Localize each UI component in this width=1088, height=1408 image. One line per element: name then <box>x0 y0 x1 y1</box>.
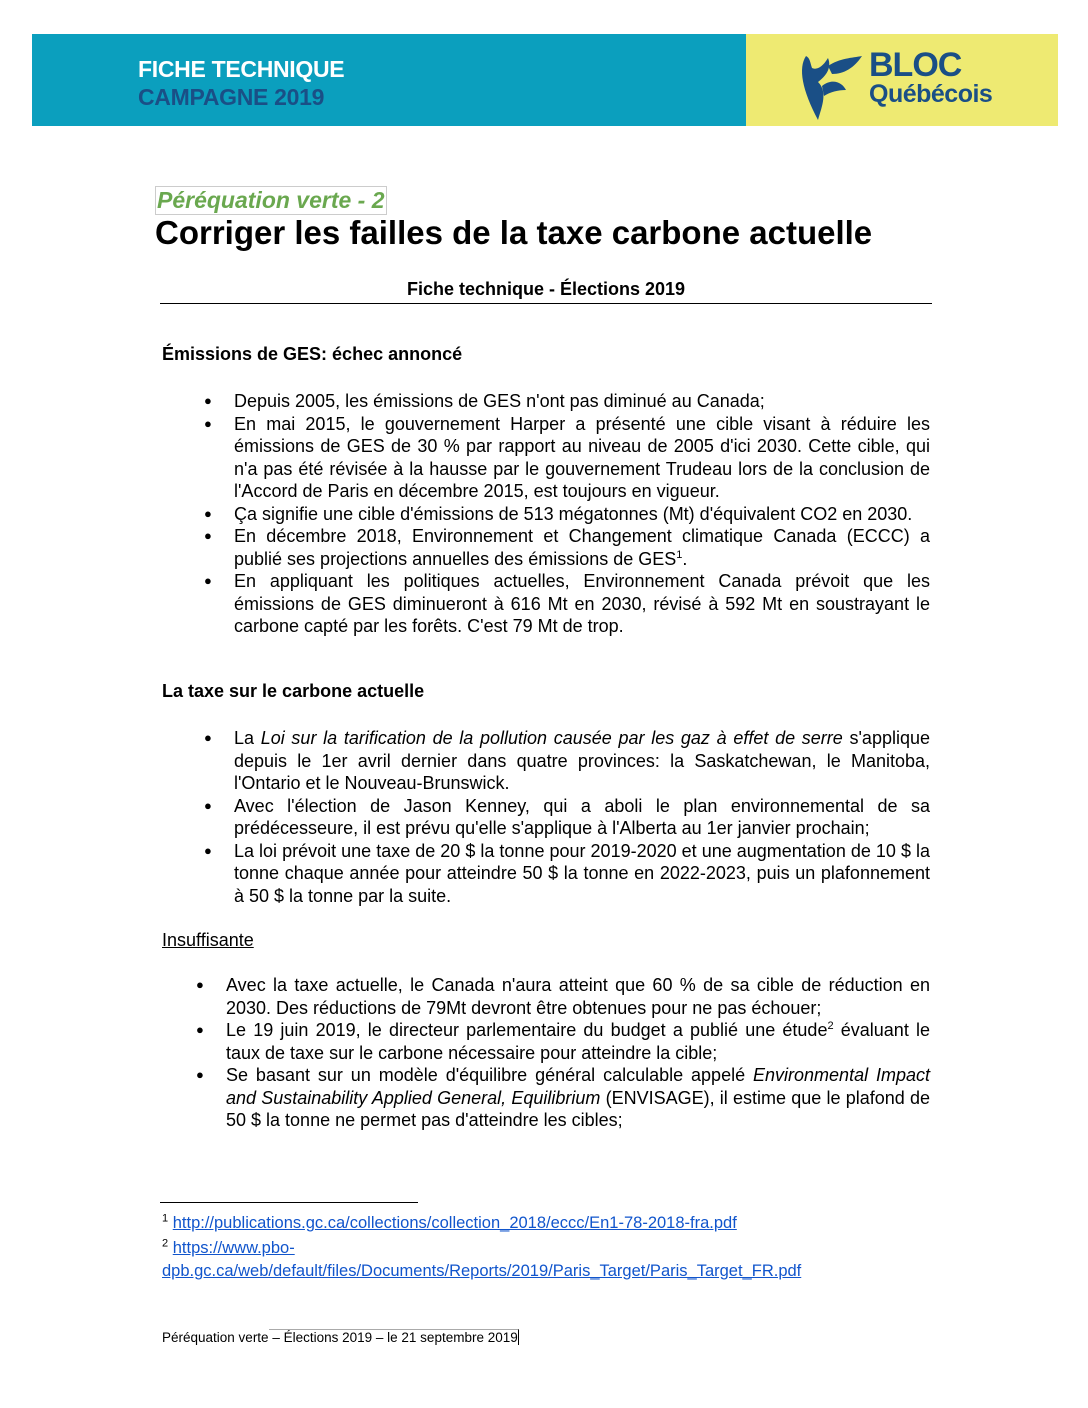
section-heading: La taxe sur le carbone actuelle <box>162 681 425 701</box>
list-item <box>234 795 930 840</box>
banner-title-block <box>32 34 746 126</box>
header-banner <box>32 34 1058 126</box>
banner-line-2: CAMPAGNE 2019 <box>138 84 325 110</box>
section-heading: Insuffisante <box>162 930 254 950</box>
page-title: Corriger les failles de la taxe carbone actuelle <box>155 214 873 251</box>
footnote-link-continued[interactable]: dpb.gc.ca/web/default/files/Documents/Reports/2019/Paris_Target/Paris_Target_FR.pdf <box>162 1262 802 1280</box>
page-footer <box>162 1330 519 1345</box>
footnote-2 <box>162 1237 801 1283</box>
footnote-link[interactable]: http://publications.gc.ca/collections/collection_2018/eccc/En1-78-2018-fra.pdf <box>172 1214 737 1232</box>
list-item <box>234 413 930 503</box>
bullet-text: Ça signifie une cible d'émissions de 513 mégatonnes (Mt) d'équivalent CO2 en 2030. <box>234 503 913 524</box>
list-item <box>226 1064 930 1132</box>
bullet-text: La <box>234 728 261 748</box>
list-item <box>226 974 930 1019</box>
bullet-text: En appliquant les politiques actuelles, Environnement Canada prévoit que les émissions de GES diminueront à 616 Mt en 2030, révisé à 592 Mt en soustrayant le carbone capté par les forêts. C'est 79 Mt de trop. <box>234 571 930 636</box>
list-item <box>234 503 930 526</box>
bullet-text: . <box>682 548 688 569</box>
bullet-text: En décembre 2018, Environnement et Changement climatique Canada (ECCC) a publié ses projections annuelles des émissions de GES <box>234 526 930 569</box>
bullet-list <box>234 390 930 638</box>
subtitle: Fiche technique - Élections 2019 <box>160 279 932 304</box>
bullet-text: (ENVISAGE), il estime que le plafond de 50 $ la tonne ne permet pas d'atteindre les cibles; <box>226 1087 930 1130</box>
bullet-text: Se basant sur un modèle d'équilibre général calculable appelé <box>226 1065 754 1085</box>
logo-text-quebecois: Québécois <box>869 80 993 108</box>
bullet-text: Avec l'élection de Jason Kenney, qui a aboli le plan environnemental de sa prédécesseure, il est prévu qu'elle s'applique à l'Alberta au 1er janvier prochain; <box>234 795 930 838</box>
footnote-1 <box>162 1212 737 1235</box>
footnote-separator <box>160 1202 418 1203</box>
footnote-reference: 2 <box>827 1020 834 1032</box>
footer-title: Péréquation verte <box>162 1330 269 1345</box>
list-item <box>234 570 930 638</box>
footnote-link[interactable]: https://www.pbo- <box>172 1239 295 1257</box>
bullet-list <box>226 974 930 1132</box>
list-item <box>234 840 930 908</box>
bullet-text: Environmental Impact and Sustainability Applied General, Equilibrium <box>226 1065 931 1108</box>
list-item <box>226 1019 930 1064</box>
bullet-text: Le 19 juin 2019, le directeur parlementaire du budget a publié une étude <box>226 1020 828 1040</box>
bullet-text: Loi sur la tarification de la pollution causée par les gaz à effet de serre <box>260 728 843 748</box>
bullet-list <box>234 727 930 907</box>
footnote-number: 2 <box>162 1237 169 1250</box>
footnote-number: 1 <box>162 1212 169 1225</box>
bullet-text: La loi prévoit une taxe de 20 $ la tonne pour 2019-2020 et une augmentation de 10 $ la tonne chaque année pour atteindre 50 $ la tonne en 2022-2023, puis un plafonnement à 50 $ la tonne par la suite. <box>234 840 930 906</box>
footnote-reference: 1 <box>676 548 683 561</box>
footer-date: – Élections 2019 – le 21 septembre 2019 <box>268 1330 518 1345</box>
logo-text-bloc: BLOC <box>869 46 962 84</box>
list-item <box>234 727 930 795</box>
bullet-text: Avec la taxe actuelle, le Canada n'aura atteint que 60 % de sa cible de réduction en 2030. Des réductions de 79Mt devront être obtenues pour ne pas échouer; <box>226 975 930 1018</box>
banner-line-1: FICHE TECHNIQUE <box>138 56 345 82</box>
bullet-text: Depuis 2005, les émissions de GES n'ont pas diminué au Canada; <box>234 391 765 411</box>
bullet-text: s'applique depuis le 1er avril dernier dans quatre provinces: la Saskatchewan, le Manitoba, l'Ontario et le Nouveau-Brunswick. <box>234 728 930 793</box>
bullet-text: En mai 2015, le gouvernement Harper a présenté une cible visant à réduire les émissions de GES de 30 % par rapport au niveau de 2005 d'ici 2030. Cette cible, qui n'a pas été révisée à la hausse par le gouvernement Trudeau lors de la conclusion de l'Accord de Paris en décembre 2015, est toujours en vigueur. <box>234 413 930 501</box>
list-item <box>234 390 930 413</box>
section-heading: Émissions de GES: échec annoncé <box>162 344 463 364</box>
kicker: Péréquation verte - 2 <box>157 187 385 213</box>
bullet-text: évaluant le taux de taxe sur le carbone nécessaire pour atteindre la cible; <box>226 1020 930 1063</box>
bloc-quebecois-logo <box>746 34 1058 126</box>
fleur-de-lys-logo-icon <box>792 46 868 122</box>
list-item <box>234 525 930 570</box>
